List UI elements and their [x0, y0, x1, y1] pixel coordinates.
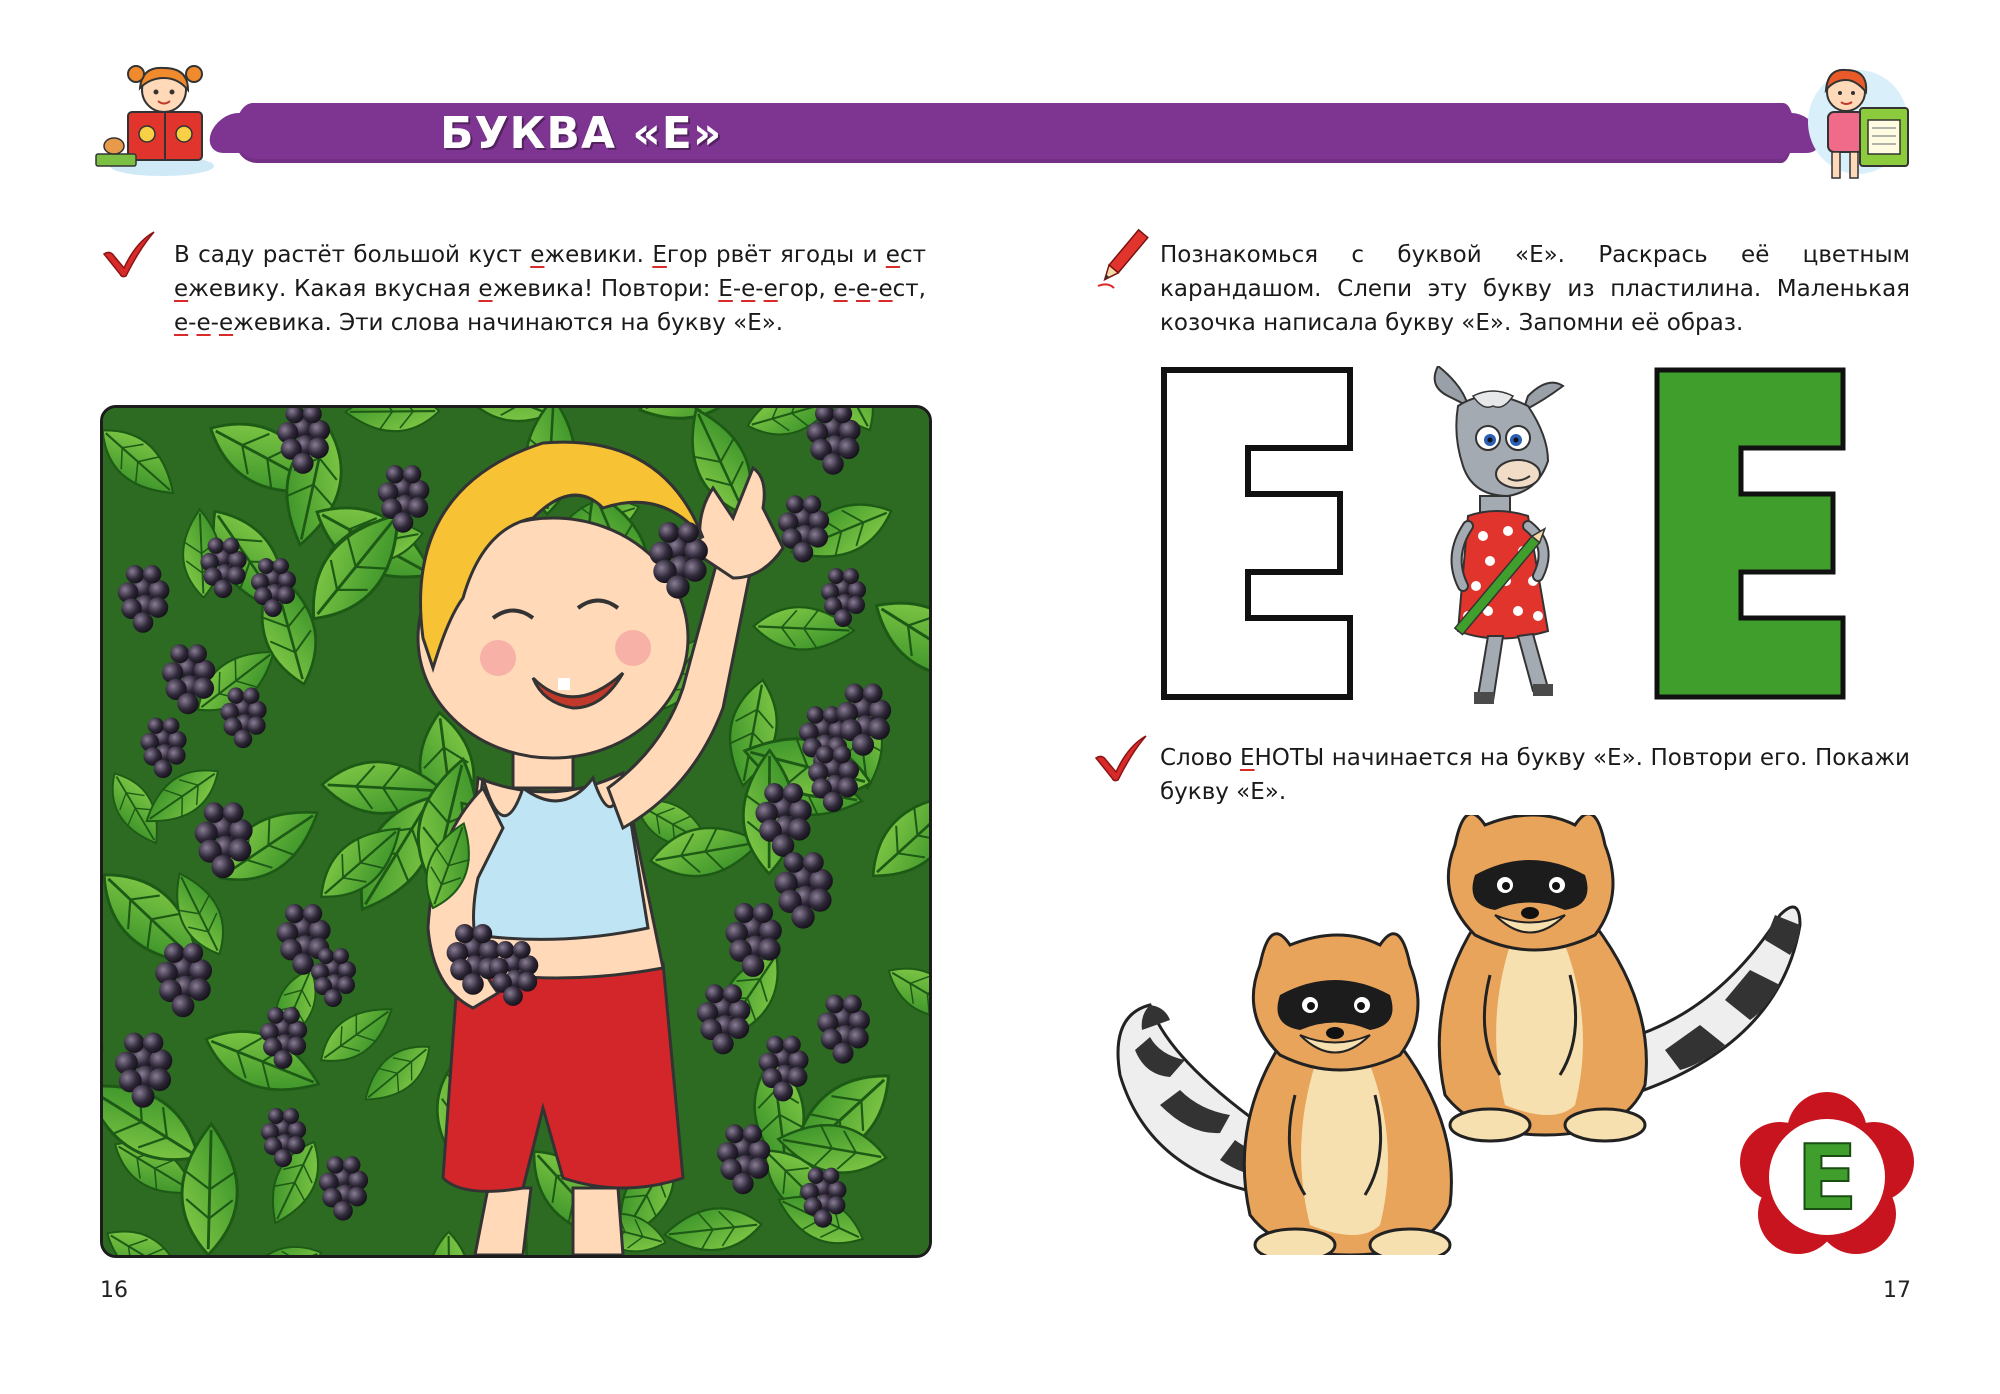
text-fragment: жевики. — [544, 242, 653, 268]
underlined-letter: Е — [652, 242, 667, 268]
blackberry-bush-scene — [103, 408, 929, 1255]
page-number-right: 17 — [1883, 1278, 1911, 1303]
text-fragment: жевика. Эти слова начинаются на букву «Е». — [233, 310, 784, 336]
left-instruction-text — [174, 238, 926, 340]
underlined-letter: е — [878, 276, 893, 302]
page-title: БУКВА «Е» — [440, 108, 723, 159]
text-fragment: - — [188, 310, 197, 336]
underlined-letter: е — [763, 276, 778, 302]
outline-letter-label: Е — [1256, 566, 1258, 567]
underlined-letter: е — [885, 242, 900, 268]
raccoons-illustration — [1110, 815, 1810, 1255]
girl-with-notebook-illustration — [1798, 62, 1916, 187]
text-fragment: - — [847, 276, 856, 302]
pencil-icon — [1094, 226, 1150, 292]
text-fragment: - — [210, 310, 219, 336]
underlined-letter: Е — [1239, 745, 1255, 771]
text-fragment: гор, — [777, 276, 834, 302]
text-fragment: гор рвёт ягоды и — [666, 242, 886, 268]
underlined-letter: е — [478, 276, 493, 302]
underlined-letter: е — [218, 310, 234, 336]
underlined-letter: е — [174, 310, 189, 336]
text-fragment: жевика! Повтори: — [492, 276, 719, 302]
checkmark-icon — [100, 228, 158, 280]
underlined-letter: е — [174, 276, 189, 302]
text-fragment: - — [870, 276, 879, 302]
goat-with-pencil-illustration — [1418, 366, 1578, 711]
underlined-letter: Е — [718, 276, 733, 302]
badge-letter: Е — [1796, 1126, 1858, 1231]
checkmark-icon — [1092, 732, 1150, 784]
text-fragment: - — [732, 276, 742, 302]
raccoons-instruction-text — [1160, 741, 1910, 809]
green-letter-e — [1653, 366, 1848, 701]
text-fragment: В саду растёт большой куст — [174, 242, 531, 268]
text-fragment: Слово — [1160, 745, 1240, 771]
underlined-letter: е — [856, 276, 871, 302]
right-instruction-text: Познакомься с буквой «Е». Раскрась её цветным карандашом. Слепи эту букву из пластилина. Маленькая козочка написала букву «Е». Запомни её образ. — [1160, 242, 1910, 336]
text-fragment: ст, — [892, 276, 926, 302]
underlined-letter: е — [741, 276, 756, 302]
underlined-letter: е — [833, 276, 848, 302]
underlined-letter: е — [196, 310, 211, 336]
letter-badge — [1740, 1092, 1915, 1257]
text-fragment: - — [755, 276, 764, 302]
outline-letter-e — [1160, 366, 1355, 701]
text-fragment: ст — [899, 242, 926, 268]
boy-eating-blackberries-illustration — [100, 405, 932, 1258]
underlined-letter: е — [530, 242, 545, 268]
text-fragment: НОТЫ начинается на букву «Е». Повтори его. Покажи букву «Е». — [1160, 745, 1910, 805]
page-number-left: 16 — [100, 1278, 128, 1303]
text-fragment: жевику. Какая вкусная — [188, 276, 479, 302]
girl-reading-illustration — [92, 62, 227, 182]
